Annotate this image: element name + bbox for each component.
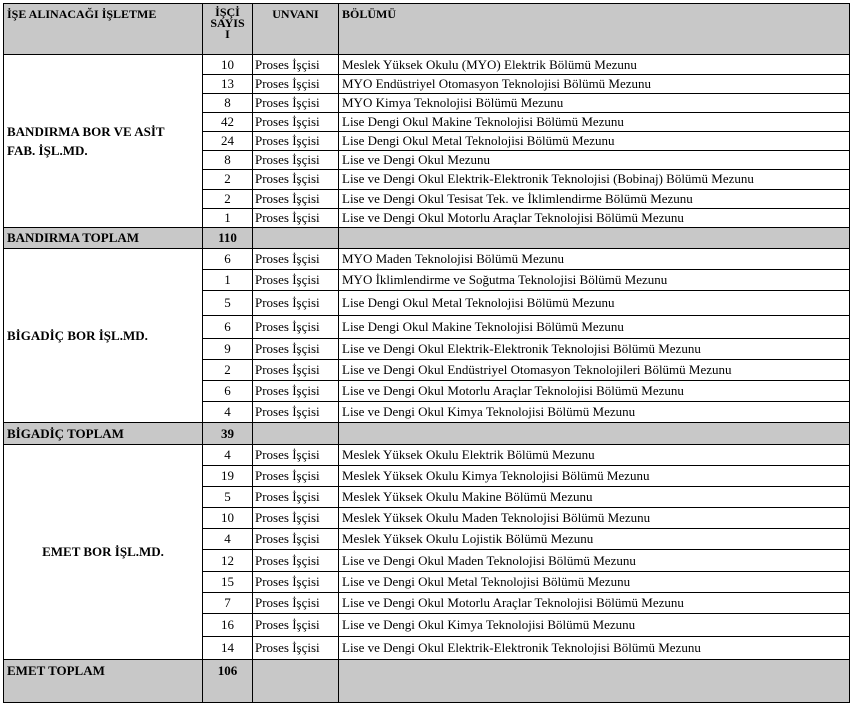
title-cell: Proses İşçisi (253, 508, 339, 529)
department-cell: MYO Endüstriyel Otomasyon Teknolojisi Bölümü Mezunu (339, 74, 850, 93)
department-cell: Lise Dengi Okul Metal Teknolojisi Bölümü Mezunu (339, 132, 850, 151)
title-cell: Proses İşçisi (253, 550, 339, 571)
total-count: 110 (203, 227, 253, 248)
worker-count-cell: 19 (203, 465, 253, 486)
department-cell: Meslek Yüksek Okulu Kimya Teknolojisi Bölümü Mezunu (339, 465, 850, 486)
section-name-cell (4, 444, 203, 660)
title-cell: Proses İşçisi (253, 465, 339, 486)
department-cell: Lise ve Dengi Okul Motorlu Araçlar Teknolojisi Bölümü Mezunu (339, 592, 850, 613)
department-cell: Lise ve Dengi Okul Endüstriyel Otomasyon Teknolojileri Bölümü Mezunu (339, 359, 850, 380)
total-count: 39 (203, 423, 253, 444)
header-sayi-line3: I (225, 27, 230, 41)
worker-count-cell: 8 (203, 93, 253, 112)
title-cell: Proses İşçisi (253, 529, 339, 550)
worker-count-cell: 16 (203, 613, 253, 636)
section-name-line2: FAB. İŞL.MD. (7, 143, 88, 159)
total-row (4, 227, 850, 248)
title-cell: Proses İşçisi (253, 571, 339, 592)
worker-count-cell: 1 (203, 270, 253, 291)
total-label: EMET TOPLAM (4, 660, 203, 703)
header-bolum: BÖLÜMÜ (339, 4, 850, 55)
title-cell: Proses İşçisi (253, 93, 339, 112)
recruitment-table-container (3, 3, 849, 703)
total-row (4, 423, 850, 444)
worker-count-cell: 15 (203, 571, 253, 592)
worker-count-cell: 8 (203, 151, 253, 170)
worker-count-cell: 42 (203, 112, 253, 131)
department-cell: Lise ve Dengi Okul Kimya Teknolojisi Bölümü Mezunu (339, 402, 850, 423)
department-cell: Lise ve Dengi Okul Metal Teknolojisi Bölümü Mezunu (339, 571, 850, 592)
total-empty-cell (339, 227, 850, 248)
title-cell: Proses İşçisi (253, 112, 339, 131)
worker-count-cell: 4 (203, 444, 253, 465)
total-label: BİGADİÇ TOPLAM (4, 423, 203, 444)
department-cell: Meslek Yüksek Okulu Lojistik Bölümü Mezunu (339, 529, 850, 550)
table-row (4, 249, 850, 270)
department-cell: Lise ve Dengi Okul Tesisat Tek. ve İklimlendirme Bölümü Mezunu (339, 189, 850, 208)
table-row (4, 444, 850, 465)
title-cell: Proses İşçisi (253, 592, 339, 613)
table-row (4, 55, 850, 74)
worker-count-cell: 5 (203, 486, 253, 507)
department-cell: Lise ve Dengi Okul Motorlu Araçlar Teknolojisi Bölümü Mezunu (339, 381, 850, 402)
department-cell: Meslek Yüksek Okulu Makine Bölümü Mezunu (339, 486, 850, 507)
worker-count-cell: 2 (203, 189, 253, 208)
title-cell: Proses İşçisi (253, 402, 339, 423)
total-row (4, 660, 850, 703)
total-empty-cell (253, 660, 339, 703)
total-empty-cell (253, 227, 339, 248)
title-cell: Proses İşçisi (253, 637, 339, 660)
title-cell: Proses İşçisi (253, 170, 339, 189)
department-cell: MYO Maden Teknolojisi Bölümü Mezunu (339, 249, 850, 270)
department-cell: MYO Kimya Teknolojisi Bölümü Mezunu (339, 93, 850, 112)
department-cell: Lise ve Dengi Okul Elektrik-Elektronik Teknolojisi (Bobinaj) Bölümü Mezunu (339, 170, 850, 189)
title-cell: Proses İşçisi (253, 381, 339, 402)
title-cell: Proses İşçisi (253, 486, 339, 507)
worker-count-cell: 1 (203, 208, 253, 227)
section-name-line1: EMET BOR İŞL.MD. (42, 544, 164, 560)
recruitment-table (3, 3, 850, 703)
department-cell: MYO İklimlendirme ve Soğutma Teknolojisi Bölümü Mezunu (339, 270, 850, 291)
title-cell: Proses İşçisi (253, 55, 339, 74)
department-cell: Meslek Yüksek Okulu Maden Teknolojisi Bölümü Mezunu (339, 508, 850, 529)
worker-count-cell: 4 (203, 529, 253, 550)
table-body (4, 55, 850, 703)
header-isletme: İŞE ALINACAĞI İŞLETME (4, 4, 203, 55)
worker-count-cell: 10 (203, 508, 253, 529)
total-label: BANDIRMA TOPLAM (4, 227, 203, 248)
header-unvan: UNVANI (253, 4, 339, 55)
worker-count-cell: 4 (203, 402, 253, 423)
title-cell: Proses İşçisi (253, 359, 339, 380)
header-sayi (203, 4, 253, 55)
worker-count-cell: 9 (203, 338, 253, 359)
title-cell: Proses İşçisi (253, 444, 339, 465)
section-name-line1: BİGADİÇ BOR İŞL.MD. (7, 328, 148, 344)
section-name-cell (4, 249, 203, 423)
worker-count-cell: 14 (203, 637, 253, 660)
worker-count-cell: 24 (203, 132, 253, 151)
worker-count-cell: 10 (203, 55, 253, 74)
worker-count-cell: 7 (203, 592, 253, 613)
title-cell: Proses İşçisi (253, 270, 339, 291)
worker-count-cell: 13 (203, 74, 253, 93)
title-cell: Proses İşçisi (253, 291, 339, 315)
title-cell: Proses İşçisi (253, 338, 339, 359)
department-cell: Lise Dengi Okul Makine Teknolojisi Bölümü Mezunu (339, 315, 850, 338)
department-cell: Lise ve Dengi Okul Mezunu (339, 151, 850, 170)
worker-count-cell: 2 (203, 359, 253, 380)
total-empty-cell (253, 423, 339, 444)
worker-count-cell: 6 (203, 315, 253, 338)
total-empty-cell (339, 660, 850, 703)
section-name-cell (4, 55, 203, 227)
title-cell: Proses İşçisi (253, 315, 339, 338)
title-cell: Proses İşçisi (253, 249, 339, 270)
department-cell: Lise ve Dengi Okul Motorlu Araçlar Teknolojisi Bölümü Mezunu (339, 208, 850, 227)
worker-count-cell: 5 (203, 291, 253, 315)
department-cell: Lise ve Dengi Okul Elektrik-Elektronik Teknolojisi Bölümü Mezunu (339, 637, 850, 660)
worker-count-cell: 12 (203, 550, 253, 571)
title-cell: Proses İşçisi (253, 74, 339, 93)
title-cell: Proses İşçisi (253, 132, 339, 151)
worker-count-cell: 2 (203, 170, 253, 189)
department-cell: Meslek Yüksek Okulu (MYO) Elektrik Bölümü Mezunu (339, 55, 850, 74)
department-cell: Lise ve Dengi Okul Kimya Teknolojisi Bölümü Mezunu (339, 613, 850, 636)
header-sayi-line2: SAYIS (210, 16, 245, 30)
total-count: 106 (203, 660, 253, 703)
department-cell: Lise ve Dengi Okul Maden Teknolojisi Bölümü Mezunu (339, 550, 850, 571)
department-cell: Meslek Yüksek Okulu Elektrik Bölümü Mezunu (339, 444, 850, 465)
department-cell: Lise Dengi Okul Metal Teknolojisi Bölümü Mezunu (339, 291, 850, 315)
section-name-line1: BANDIRMA BOR VE ASİT (7, 124, 165, 140)
header-sayi-line1: İŞÇİ (215, 5, 240, 19)
title-cell: Proses İşçisi (253, 189, 339, 208)
title-cell: Proses İşçisi (253, 613, 339, 636)
total-empty-cell (339, 423, 850, 444)
department-cell: Lise ve Dengi Okul Elektrik-Elektronik Teknolojisi Bölümü Mezunu (339, 338, 850, 359)
header-row (4, 4, 850, 55)
title-cell: Proses İşçisi (253, 151, 339, 170)
worker-count-cell: 6 (203, 381, 253, 402)
worker-count-cell: 6 (203, 249, 253, 270)
department-cell: Lise Dengi Okul Makine Teknolojisi Bölümü Mezunu (339, 112, 850, 131)
title-cell: Proses İşçisi (253, 208, 339, 227)
